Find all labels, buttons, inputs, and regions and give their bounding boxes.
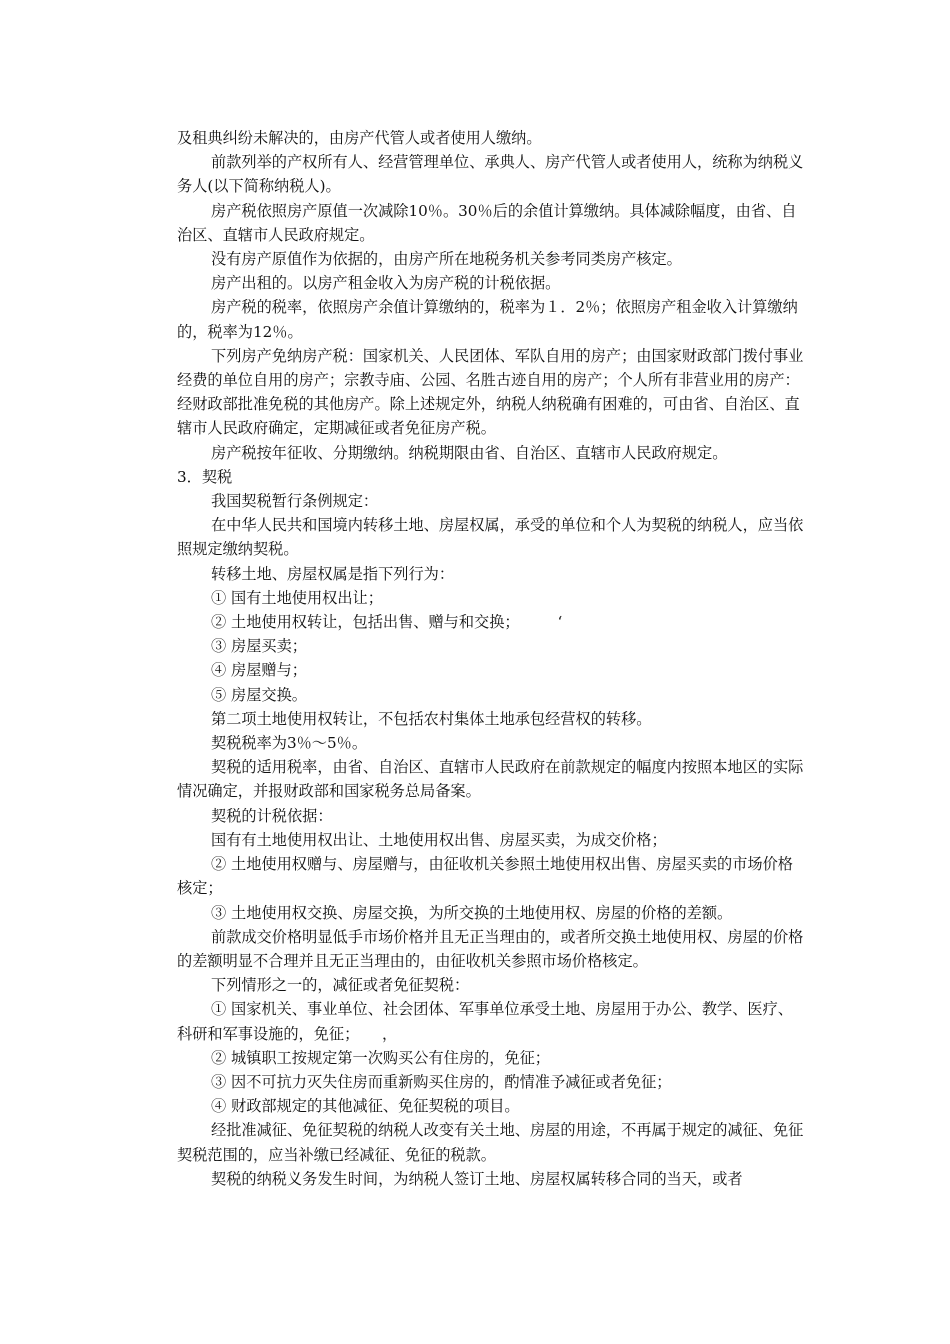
list-item: ③ 土地使用权交换、房屋交换，为所交换的土地使用权、房屋的价格的差额。 [211,903,733,922]
list-item: ⑤ 房屋交换。 [211,685,307,704]
paragraph: 转移土地、房屋权属是指下列行为： [211,564,454,583]
list-item: ④ 房屋赠与； [211,661,307,680]
list-item: ② 城镇职工按规定第一次购买公有住房的，免征； [211,1048,550,1067]
paragraph: 下列情形之一的，减征或者免征契税： [211,976,470,995]
document-body [177,126,807,1191]
list-item: ① 国有土地使用权出让； [211,588,383,607]
paragraph: 前款列举的产权所有人、经营管理单位、承典人、房产代管人或者使用人，统称为纳税义务人(以下简称纳税人)。 [177,153,804,196]
section-heading: 3．契税 [177,467,233,486]
list-item: ③ 因不可抗力灭失住房而重新购买住房的，酌情准予减征或者免征； [211,1072,672,1091]
paragraph: 没有房产原值作为依据的，由房产所在地税务机关参考同类房产核定。 [211,250,682,269]
paragraph: 房产税按年征收、分期缴纳。纳税期限由省、自治区、直辖市人民政府规定。 [211,443,728,462]
paragraph: 经批准减征、免征契税的纳税人改变有关土地、房屋的用途，不再属于规定的减征、免征契税范围的，应当补缴已经减征、免征的税款。 [177,1121,804,1164]
paragraph: 在中华人民共和国境内转移土地、房屋权属，承受的单位和个人为契税的纳税人，应当依照规定缴纳契税。 [177,516,804,559]
list-item: ① 国家机关、事业单位、社会团体、军事单位承受土地、房屋用于办公、教学、医疗、科研和军事设施的，免征； ， [177,1000,793,1043]
list-item: 国有有土地使用权出让、土地使用权出售、房屋买卖，为成交价格； [211,830,667,849]
paragraph: 契税的纳税义务发生时间，为纳税人签订土地、房屋权属转移合同的当天，或者 [211,1169,743,1188]
list-item: ② 土地使用权赠与、房屋赠与，由征收机关参照土地使用权出售、房屋买卖的市场价格核定； [177,855,793,898]
paragraph: 契税税率为3％～5％。 [211,734,368,753]
list-item: ④ 财政部规定的其他减征、免征契税的项目。 [211,1097,520,1116]
paragraph: 及租典纠纷未解决的，由房产代管人或者使用人缴纳。 [177,129,542,147]
paragraph: 契税的适用税率，由省、自治区、直辖市人民政府在前款规定的幅度内按照本地区的实际情况确定，并报财政部和国家税务总局备案。 [177,758,804,801]
paragraph: 房产出租的。以房产租金收入为房产税的计税依据。 [211,274,561,293]
paragraph: 契税的计税依据： [211,806,333,825]
paragraph: 下列房产免纳房产税：国家机关、人民团体、军队自用的房产；由国家财政部门拨付事业经费的单位自用的房产；宗教寺庙、公园、名胜古迹自用的房产；个人所有非营业用的房产：经财政部批准免税的其他房产。除上述规定外，纳税人纳税确有困难的，可由省、自治区、直辖市人民政府确定，定期减征或者免征房产税。 [177,346,804,438]
list-item: ③ 房屋买卖； [211,637,307,656]
paragraph: 房产税的税率，依照房产余值计算缴纳的，税率为１．2％；依照房产租金收入计算缴纳的，税率为12％。 [177,298,798,341]
paragraph: 第二项土地使用权转让，不包括农村集体土地承包经营权的转移。 [211,709,652,728]
list-item: ② 土地使用权转让，包括出售、赠与和交换； ‘ [211,613,563,632]
paragraph: 我国契税暂行条例规定： [211,492,379,511]
paragraph: 房产税依照房产原值一次减除10％。30％后的余值计算缴纳。具体减除幅度，由省、自治区、直辖市人民政府规定。 [177,201,797,244]
paragraph: 前款成交价格明显低手市场价格并且无正当理由的，或者所交换土地使用权、房屋的价格的差额明显不合理并且无正当理由的，由征收机关参照市场价格核定。 [177,927,804,970]
